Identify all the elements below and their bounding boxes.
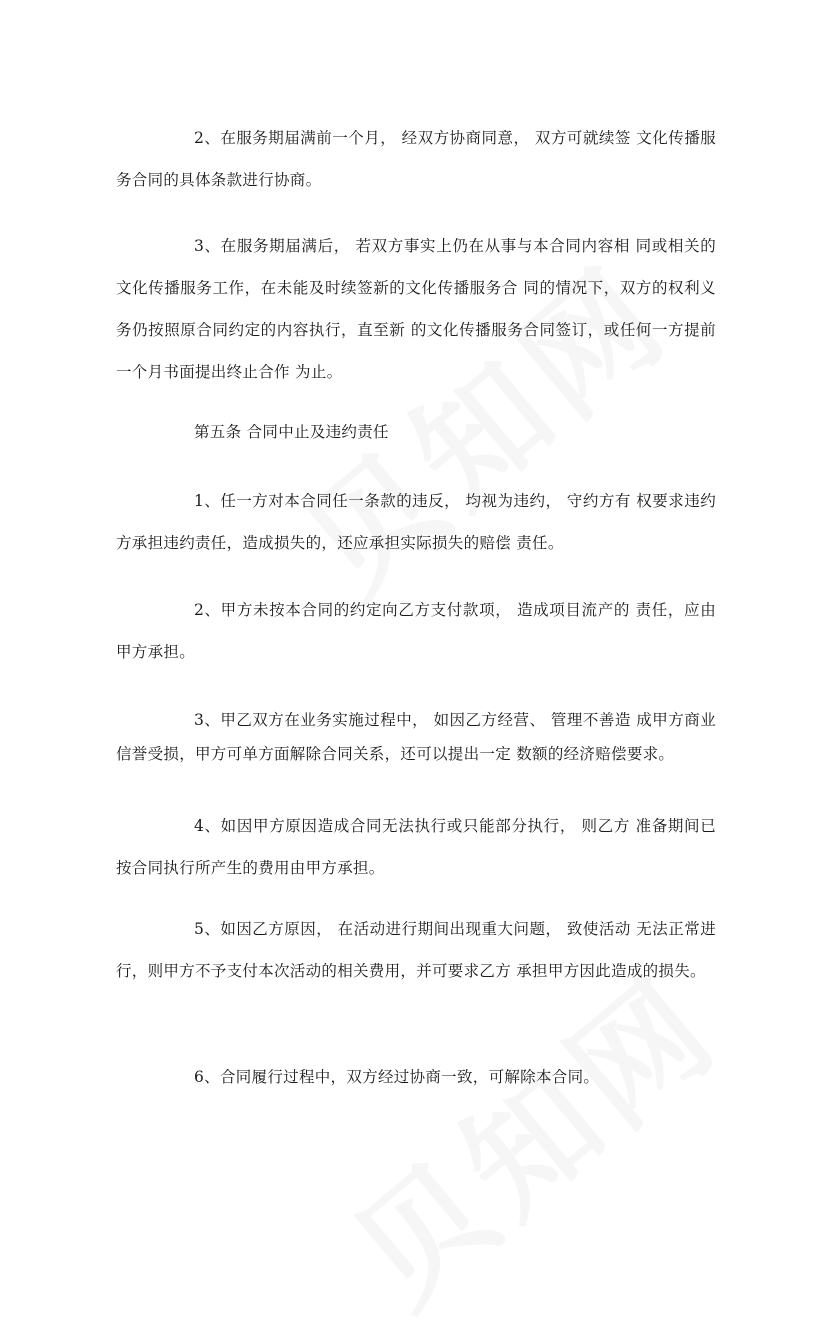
clause-5-item-2: 2、甲方未按本合同的约定向乙方支付款项， 造成项目流产的 责任，应由甲方承担。: [116, 601, 716, 661]
clause-4-item-3: 3、在服务期届满后， 若双方事实上仍在从事与本合同内容相 同或相关的文化传播服务工作，在未能及时续签新的文化传播服务合 同的情况下，双方的权利义务仍按照原合同约定的内容执行，直至新 的文化传播服务合同签订，或任何一方提前一个月书面提出终止合作 为止。: [116, 237, 716, 381]
clause-5-item-3: 3、甲乙双方在业务实施过程中， 如因乙方经营、 管理不善造 成甲方商业信誉受损，甲方可单方面解除合同关系，还可以提出一定 数额的经济赔偿要求。: [116, 711, 716, 763]
clause-5-item-4: 4、如因甲方原因造成合同无法执行或只能部分执行， 则乙方 准备期间已按合同执行所产生的费用由甲方承担。: [116, 817, 716, 877]
clause-5-item-6: 6、合同履行过程中，双方经过协商一致，可解除本合同。: [194, 1068, 600, 1086]
clause-4-item-2: 2、在服务期届满前一个月， 经双方协商同意， 双方可就续签 文化传播服务合同的具体条款进行协商。: [116, 129, 716, 189]
clause-5-item-5: 5、如因乙方原因， 在活动进行期间出现重大问题， 致使活动 无法正常进行，则甲方不予支付本次活动的相关费用，并可要求乙方 承担甲方因此造成的损失。: [116, 920, 716, 980]
clause-5-item-1: 1、任一方对本合同任一条款的违反， 均视为违约， 守约方有 权要求违约方承担违约责任，造成损失的，还应承担实际损失的赔偿 责任。: [116, 492, 716, 552]
section-heading-article-5: 第五条 合同中止及违约责任: [194, 423, 389, 441]
